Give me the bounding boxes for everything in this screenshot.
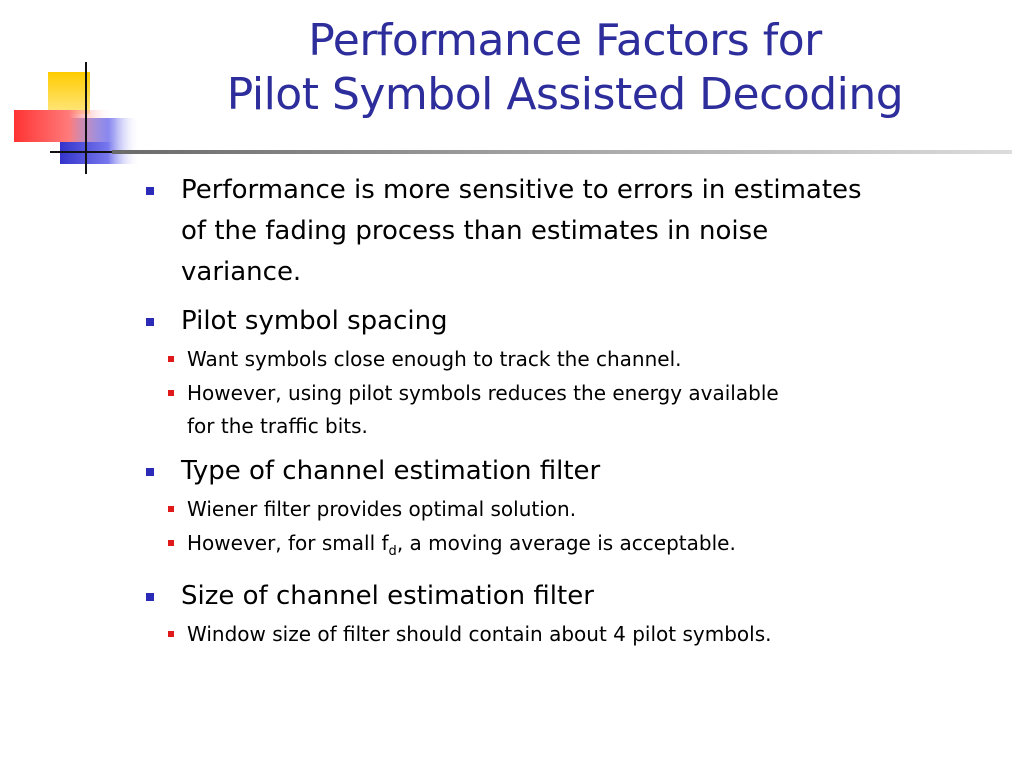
title-divider bbox=[112, 150, 1012, 154]
sub-bullet-item bbox=[142, 618, 992, 651]
bullet-marker bbox=[146, 187, 154, 195]
sub-bullet-text: Window size of filter should contain about 4 pilot symbols. bbox=[187, 622, 772, 646]
sub-bullet-text: Want symbols close enough to track the channel. bbox=[187, 347, 682, 371]
bullet-item-filter-type bbox=[142, 451, 992, 492]
sub-bullet-text-line: However, using pilot symbols reduces the energy available bbox=[187, 381, 779, 405]
slide-title bbox=[130, 14, 1000, 122]
sub-bullet-marker bbox=[168, 540, 174, 546]
bullet-text-line: Performance is more sensitive to errors in estimates bbox=[181, 175, 862, 205]
bullet-text-line: variance. bbox=[181, 257, 302, 287]
sub-bullet-marker bbox=[168, 356, 174, 362]
bullet-item-filter-size bbox=[142, 576, 992, 617]
bullet-marker bbox=[146, 593, 154, 601]
sub-bullet-item bbox=[142, 527, 992, 568]
sub-bullet-item bbox=[142, 493, 992, 526]
sub-bullet-item bbox=[142, 377, 992, 443]
logo-red-bar bbox=[14, 110, 114, 142]
bullet-list bbox=[142, 170, 992, 651]
logo-yellow-square bbox=[48, 72, 90, 114]
sub-bullet-marker bbox=[168, 506, 174, 512]
bullet-item-pilot-spacing bbox=[142, 301, 992, 342]
sub-bullet-text-line: for the traffic bits. bbox=[187, 414, 368, 438]
sub-bullet-text: Wiener filter provides optimal solution. bbox=[187, 497, 577, 521]
sub-bullet-marker bbox=[168, 390, 174, 396]
bullet-text: Pilot symbol spacing bbox=[181, 306, 448, 336]
subscript-d: d bbox=[388, 544, 397, 559]
bullet-marker bbox=[146, 468, 154, 476]
bullet-text: Size of channel estimation filter bbox=[181, 581, 594, 611]
text-segment: However, for small f bbox=[187, 531, 389, 555]
sub-bullet-text bbox=[187, 527, 992, 568]
bullet-text: Type of channel estimation filter bbox=[181, 456, 601, 486]
title-line-2: Pilot Symbol Assisted Decoding bbox=[226, 69, 904, 120]
bullet-text-line: of the fading process than estimates in noise bbox=[181, 216, 769, 246]
sub-bullet-marker bbox=[168, 631, 174, 637]
text-segment: , a moving average is acceptable. bbox=[396, 531, 736, 555]
bullet-marker bbox=[146, 318, 154, 326]
title-line-1: Performance Factors for bbox=[308, 15, 822, 66]
sub-bullet-item bbox=[142, 343, 992, 376]
bullet-item-sensitivity bbox=[142, 170, 992, 293]
